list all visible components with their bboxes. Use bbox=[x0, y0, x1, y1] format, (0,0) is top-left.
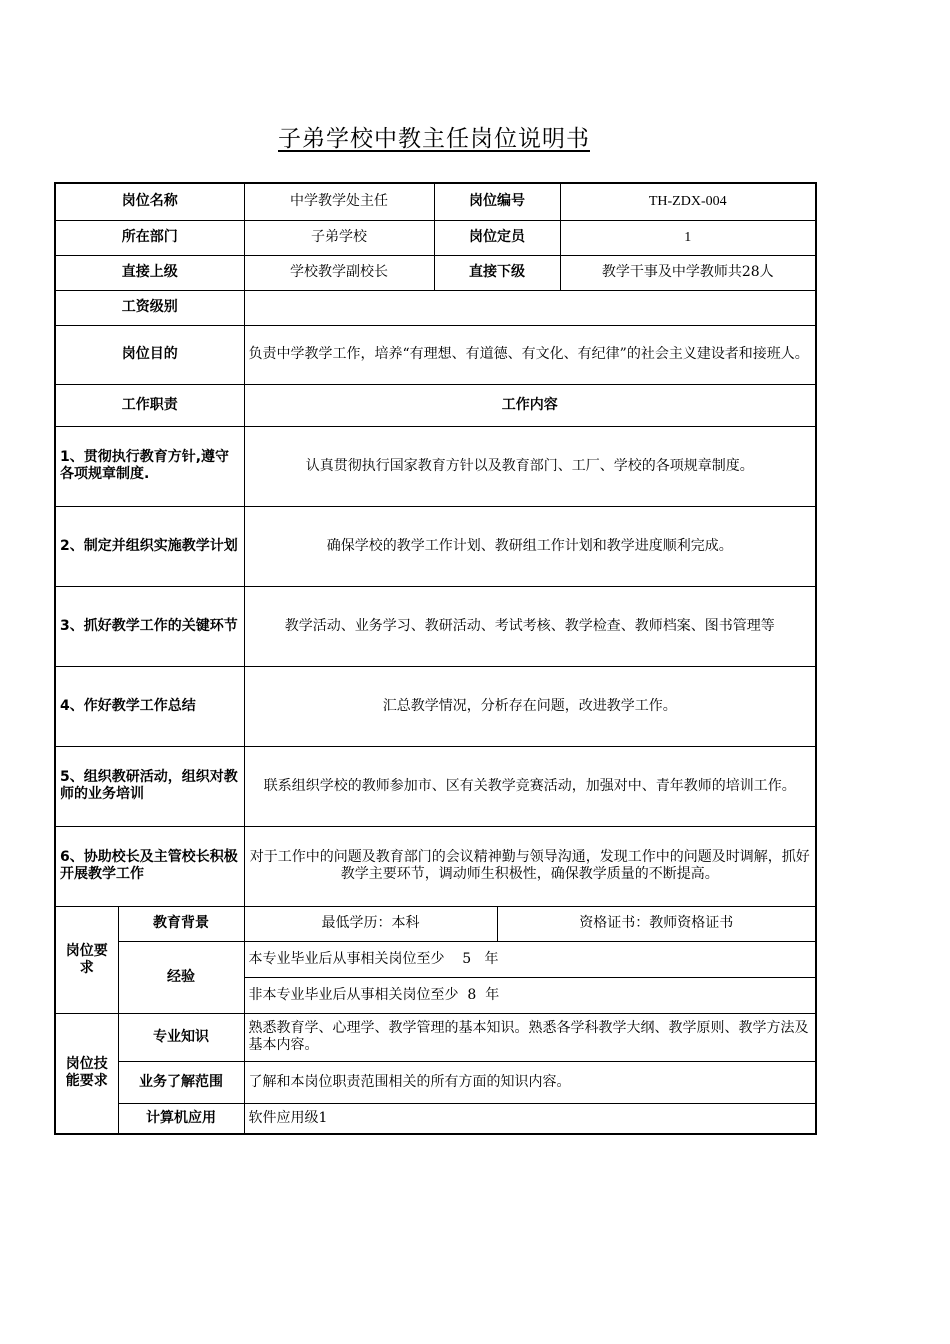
knowledge-value: 熟悉教育学、心理学、教学管理的基本知识。熟悉各学科教学大纲、教学原则、教学方法及基本内容。 bbox=[244, 1013, 816, 1061]
knowledge-label: 专业知识 bbox=[118, 1013, 244, 1061]
job-description-table bbox=[54, 182, 817, 1135]
page-title: 子弟学校中教主任岗位说明书 bbox=[278, 126, 590, 152]
experience-label: 经验 bbox=[118, 941, 244, 1013]
duty-title: 6、协助校长及主管校长积极开展教学工作 bbox=[55, 826, 244, 906]
post-name-value: 中学教学处主任 bbox=[244, 183, 434, 220]
experience-1: 本专业毕业后从事相关岗位至少 5 年 bbox=[244, 941, 816, 977]
requirements-label: 岗位要求 bbox=[55, 906, 118, 1013]
row-purpose bbox=[55, 325, 816, 384]
duties-header-right: 工作内容 bbox=[244, 384, 816, 426]
duty-title: 1、贯彻执行教育方针,遵守各项规章制度. bbox=[55, 426, 244, 506]
row-salary bbox=[55, 290, 816, 325]
purpose-label: 岗位目的 bbox=[55, 325, 244, 384]
duty-content: 教学活动、业务学习、教研活动、考试考核、教学检查、教师档案、图书管理等 bbox=[244, 586, 816, 666]
post-name-label: 岗位名称 bbox=[55, 183, 244, 220]
duty-content: 汇总教学情况，分析存在问题，改进教学工作。 bbox=[244, 666, 816, 746]
salary-label: 工资级别 bbox=[55, 290, 244, 325]
scope-label: 业务了解范围 bbox=[118, 1061, 244, 1103]
row-experience-1 bbox=[55, 941, 816, 977]
quota-label: 岗位定员 bbox=[434, 220, 560, 255]
duty-row bbox=[55, 586, 816, 666]
computer-label: 计算机应用 bbox=[118, 1103, 244, 1134]
duty-content: 对于工作中的问题及教育部门的会议精神勤与领导沟通，发现工作中的问题及时调解，抓好教学主要环节，调动师生积极性，确保教学质量的不断提高。 bbox=[244, 826, 816, 906]
duty-title: 2、制定并组织实施教学计划 bbox=[55, 506, 244, 586]
row-computer bbox=[55, 1103, 816, 1134]
row-superior bbox=[55, 255, 816, 290]
row-education bbox=[55, 906, 816, 941]
duty-row bbox=[55, 666, 816, 746]
duty-title: 4、作好教学工作总结 bbox=[55, 666, 244, 746]
row-dept bbox=[55, 220, 816, 255]
superior-value: 学校教学副校长 bbox=[244, 255, 434, 290]
skills-label: 岗位技能要求 bbox=[55, 1013, 118, 1134]
row-duties-header bbox=[55, 384, 816, 426]
quota-value: 1 bbox=[560, 220, 816, 255]
row-scope bbox=[55, 1061, 816, 1103]
dept-label: 所在部门 bbox=[55, 220, 244, 255]
computer-value: 软件应用级1 bbox=[244, 1103, 816, 1134]
duty-row bbox=[55, 426, 816, 506]
duty-content: 认真贯彻执行国家教育方针以及教育部门、工厂、学校的各项规章制度。 bbox=[244, 426, 816, 506]
subordinate-value: 教学干事及中学教师共28人 bbox=[560, 255, 816, 290]
salary-value bbox=[244, 290, 816, 325]
education-cert: 资格证书：教师资格证书 bbox=[497, 906, 816, 941]
duty-row bbox=[55, 506, 816, 586]
dept-value: 子弟学校 bbox=[244, 220, 434, 255]
duty-content: 确保学校的教学工作计划、教研组工作计划和教学进度顺利完成。 bbox=[244, 506, 816, 586]
experience-2: 非本专业毕业后从事相关岗位至少 8 年 bbox=[244, 977, 816, 1013]
duty-title: 5、组织教研活动，组织对教师的业务培训 bbox=[55, 746, 244, 826]
row-knowledge bbox=[55, 1013, 816, 1061]
education-min: 最低学历：本科 bbox=[244, 906, 497, 941]
duty-row bbox=[55, 826, 816, 906]
duty-content: 联系组织学校的教师参加市、区有关教学竞赛活动，加强对中、青年教师的培训工作。 bbox=[244, 746, 816, 826]
duty-row bbox=[55, 746, 816, 826]
education-label: 教育背景 bbox=[118, 906, 244, 941]
superior-label: 直接上级 bbox=[55, 255, 244, 290]
duty-title: 3、抓好教学工作的关键环节 bbox=[55, 586, 244, 666]
post-code-label: 岗位编号 bbox=[434, 183, 560, 220]
scope-value: 了解和本岗位职责范围相关的所有方面的知识内容。 bbox=[244, 1061, 816, 1103]
row-post-name bbox=[55, 183, 816, 220]
duties-header-left: 工作职责 bbox=[55, 384, 244, 426]
subordinate-label: 直接下级 bbox=[434, 255, 560, 290]
purpose-value: 负责中学教学工作，培养“有理想、有道德、有文化、有纪律”的社会主义建设者和接班人。 bbox=[244, 325, 816, 384]
post-code-value: TH-ZDX-004 bbox=[560, 183, 816, 220]
